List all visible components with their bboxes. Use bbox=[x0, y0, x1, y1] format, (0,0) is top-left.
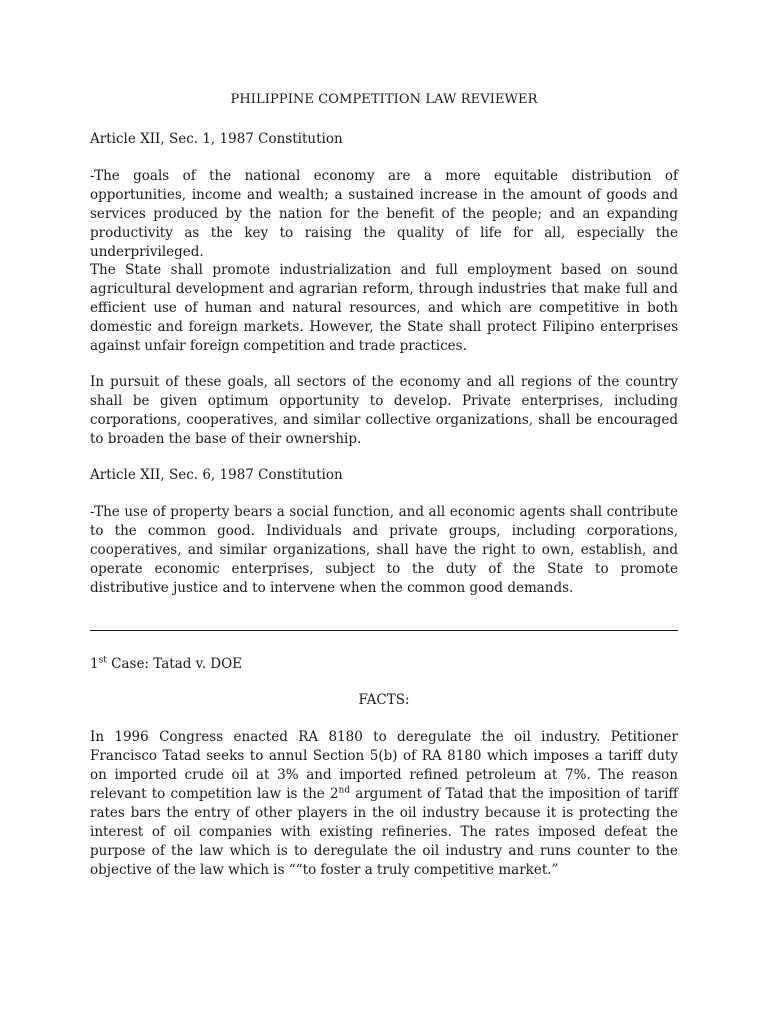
facts-text-start: In 1996 Congress enacted RA 8180 to deregulate the oil industry. Petitioner Francisco Tatad seeks to annul Section 5(b) of RA 8180 which imposes a tariff duty on imported crude oil at 3% and imported refined petroleum at 7%. The reason relevant to competition law is the 2 bbox=[90, 729, 678, 802]
paragraph-property: -The use of property bears a social function, and all economic agents shall contribute to the common good. Individuals and private groups, including corporations, cooperatives, and similar organizations, shall have the right to own, establish, and operate economic enterprises, subject to the duty of the State to promote distributive justice and to intervene when the common good demands. bbox=[90, 504, 678, 596]
case-ordinal-suffix: st bbox=[98, 655, 107, 666]
paragraph-facts bbox=[90, 728, 678, 880]
case-heading bbox=[90, 656, 242, 672]
paragraph-pursuit: In pursuit of these goals, all sectors of the economy and all regions of the country shall be given optimum opportunity to develop. Private enterprises, including corporations, cooperatives, and similar collective organizations, shall be encouraged to broaden the base of their ownership. bbox=[90, 374, 678, 447]
facts-heading: FACTS: bbox=[358, 692, 410, 708]
case-title: Case: Tatad v. DOE bbox=[106, 656, 243, 672]
paragraph-goals: -The goals of the national economy are a more equitable distribution of opportunities, income and wealth; a sustained increase in the amount of goods and services produced by the nation for the benefit of the people; and an expanding productivity as the key to raising the quality of life for all, especially the underprivileged. bbox=[90, 168, 678, 260]
section-heading-art12-sec1: Article XII, Sec. 1, 1987 Constitution bbox=[90, 131, 343, 147]
facts-text-end: argument of Tatad that the imposition of tariff rates bars the entry of other players in the oil industry because it is protecting the interest of oil companies with existing refineries. The rates imposed defeat the purpose of the law which is to deregulate the oil industry and runs counter to the objective of the law which is ““to foster a truly competitive market.” bbox=[90, 786, 678, 878]
paragraph-industrialization: The State shall promote industrialization and full employment based on sound agricultural development and agrarian reform, through industries that make full and efficient use of human and natural resources, and which are competitive in both domestic and foreign markets. However, the State shall protect Filipino enterprises against unfair foreign competition and trade practices. bbox=[90, 262, 678, 354]
document-title: PHILIPPINE COMPETITION LAW REVIEWER bbox=[230, 92, 538, 107]
case-ordinal-number: 1 bbox=[90, 656, 99, 672]
horizontal-divider bbox=[90, 630, 678, 631]
section-heading-art12-sec6: Article XII, Sec. 6, 1987 Constitution bbox=[90, 467, 343, 483]
facts-ordinal-suffix: nd bbox=[338, 785, 351, 796]
